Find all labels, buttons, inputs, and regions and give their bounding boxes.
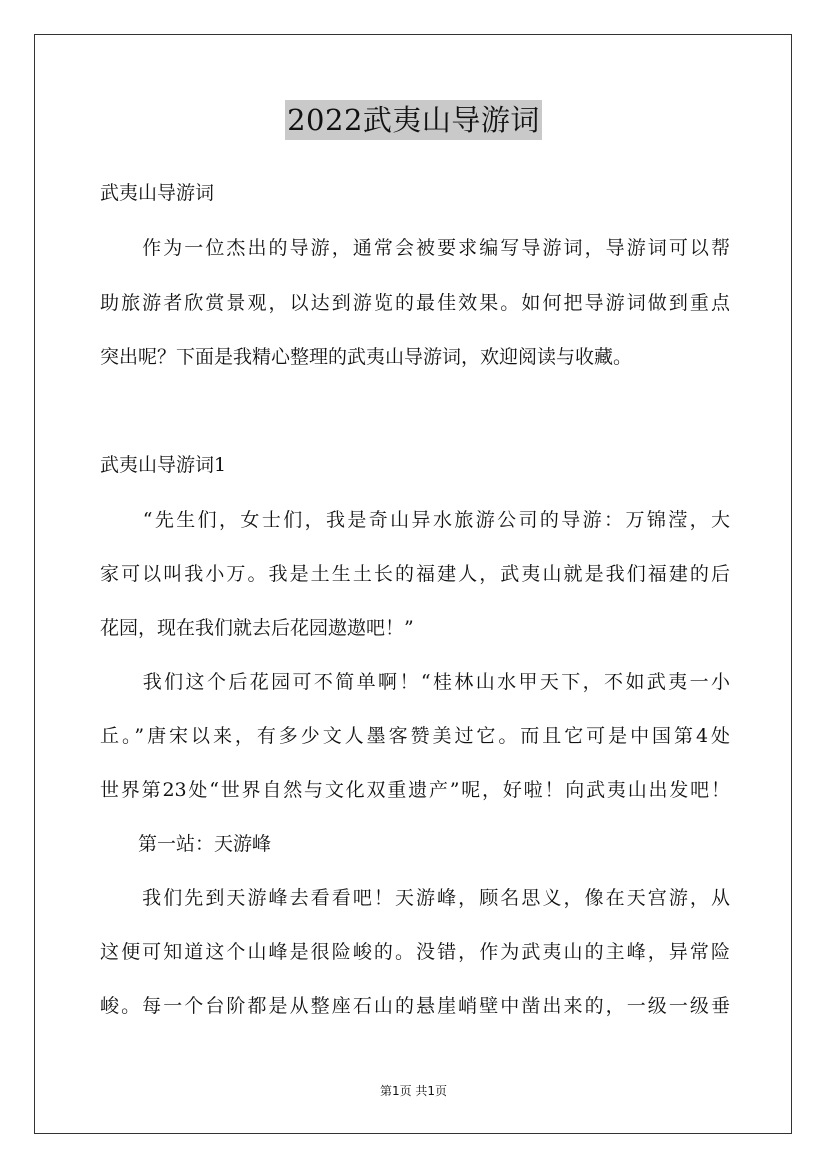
paragraph-line: 这便可知道这个山峰是很险峻的。没错，作为武夷山的主峰，异常险 xyxy=(100,941,730,963)
paragraph-line: 家可以叫我小万。我是土生土长的福建人，武夷山就是我们福建的后 xyxy=(100,563,730,585)
paragraph-line: 助旅游者欣赏景观，以达到游览的最佳效果。如何把导游词做到重点 xyxy=(100,292,730,314)
paragraph-line: 作为一位杰出的导游，通常会被要求编写导游词，导游词可以帮 xyxy=(100,237,730,259)
paragraph-line: 突出呢？下面是我精心整理的武夷山导游词，欢迎阅读与收藏。 xyxy=(100,346,633,368)
paragraph-line: 花园，现在我们就去后花园遨遨吧！” xyxy=(100,617,414,639)
paragraph-line: 我们这个后花园可不简单啊！“桂林山水甲天下，不如武夷一小 xyxy=(100,671,730,693)
paragraph-line: “先生们，女士们，我是奇山异水旅游公司的导游：万锦滢，大 xyxy=(100,509,730,531)
document-title: 2022武夷山导游词 xyxy=(285,100,542,140)
title-container xyxy=(0,100,827,140)
page-footer: 第1页 共1页 xyxy=(379,1084,448,1098)
heading-intro: 武夷山导游词 xyxy=(100,182,215,204)
paragraph-line: 我们先到天游峰去看看吧！天游峰，顾名思义，像在天宫游，从 xyxy=(100,887,730,909)
paragraph-line: 峻。每一个台阶都是从整座石山的悬崖峭壁中凿出来的，一级一级垂 xyxy=(100,995,730,1017)
subsection-heading: 第一站：天游峰 xyxy=(100,833,272,855)
paragraph-line: 世界第23处“世界自然与文化双重遗产”呢，好啦！向武夷山出发吧！ xyxy=(100,779,730,801)
paragraph-line: 丘。”唐宋以来，有多少文人墨客赞美过它。而且它可是中国第4处 xyxy=(100,725,730,747)
section-heading: 武夷山导游词1 xyxy=(100,454,227,476)
